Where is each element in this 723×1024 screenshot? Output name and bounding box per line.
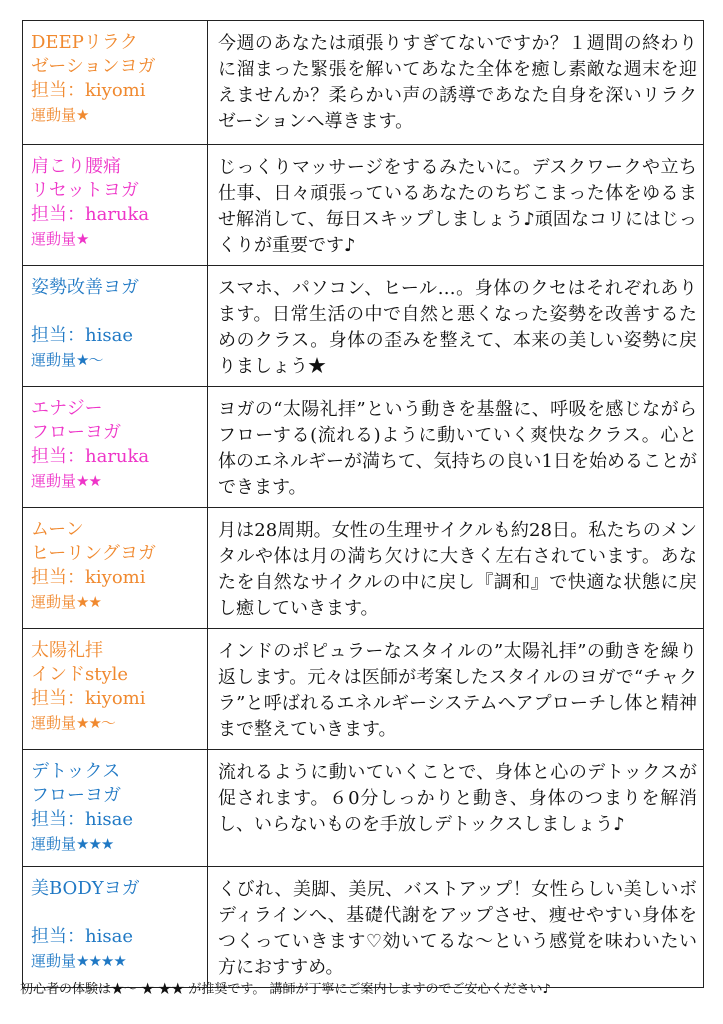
class-info [31,155,201,255]
class-instructor: 担当：kiyomi [31,80,146,101]
activity-label: 運動量 [31,472,77,490]
activity-label: 運動量 [31,230,77,248]
class-name-cell [23,629,208,750]
class-description: 月は28周期。女性の生理サイクルも約28日。私たちのメンタルや体は月の満ち欠けに大きく左右されています。あなたを自然なサイクルの中に戻し『調和』で快適な状態に戻し癒していきます。 [208,508,704,629]
class-instructor: 担当：kiyomi [31,688,146,709]
class-title: フローヨガ [31,422,121,443]
class-description: 今週のあなたは頑張りすぎてないですか？１週間の終わりに溜まった緊張を解いてあなた全体を癒し素敵な週末を迎えませんか？柔らかい声の誘導であなた自身を深いリラクゼーションへ導きます。 [208,21,704,145]
class-row [23,629,704,750]
class-instructor: 担当：hisae [31,926,133,947]
class-info [31,639,201,739]
class-row [23,266,704,387]
class-title: ムーン [31,519,84,540]
class-instructor: 担当：kiyomi [31,567,146,588]
activity-label: 運動量 [31,351,77,369]
class-activity-level [31,590,201,614]
class-name-cell [23,750,208,867]
class-name-cell [23,867,208,988]
class-activity-level [31,832,201,856]
class-title: 肩こり腰痛 [31,156,121,177]
activity-label: 運動量 [31,106,77,124]
class-description: インドのポピュラーなスタイルの”太陽礼拝”の動きを繰り返します。元々は医師が考案したスタイルのヨガで“チャクラ”と呼ばれるエネルギーシステムへアプローチし体と精神まで整えていきます。 [208,629,704,750]
class-info [31,760,201,860]
class-title: ヒーリングヨガ [31,543,156,564]
class-title: インドstyle [31,664,129,685]
activity-stars: ★★★ [76,835,114,853]
class-description: くびれ、美脚、美尻、バストアップ！女性らしい美しいボディラインへ、基礎代謝をアップさせ、痩せやすい身体をつくっていきます♡効いてるな〜という感覚を味わいたい方におすすめ。 [208,867,704,988]
class-activity-level [31,711,201,735]
class-title: ゼーションヨガ [31,56,156,77]
activity-stars: ★ [76,230,89,248]
class-activity-level [31,469,201,493]
class-activity-level [31,949,201,973]
class-info [31,276,201,376]
activity-label: 運動量 [31,835,77,853]
class-name-cell [23,21,208,145]
class-title: 美BODYヨガ [31,878,140,899]
class-name-cell [23,145,208,266]
activity-stars: ★ [76,106,89,124]
class-description: じっくりマッサージをするみたいに。デスクワークや立ち仕事、日々頑張っているあなたのちぢこまった体をゆるませ解消して、毎日スキップしましょう♪頑固なコリにはじっくりが重要です♪ [208,145,704,266]
class-info [31,397,201,497]
title-spacer [31,901,201,925]
class-description: 流れるように動いていくことで、身体と心のデトックスが促されます。６0分しっかりと動き、身体のつまりを解消し、いらないものを手放しデトックスしましょう♪ [208,750,704,867]
activity-stars: ★〜 [76,351,103,369]
activity-stars: ★★ [76,593,101,611]
class-title: リセットヨガ [31,180,139,201]
class-instructor: 担当：hisae [31,325,133,346]
activity-stars: ★★ [76,472,101,490]
class-activity-level [31,227,201,251]
yoga-class-table [22,20,704,988]
class-row [23,750,704,867]
activity-stars: ★★〜 [76,714,115,732]
class-title: フローヨガ [31,785,121,806]
activity-label: 運動量 [31,593,77,611]
class-info [31,877,201,977]
class-title: エナジー [31,398,103,419]
activity-label: 運動量 [31,714,77,732]
class-rows [23,21,704,988]
class-instructor: 担当：hisae [31,809,133,830]
class-info [31,518,201,618]
class-activity-level [31,348,201,372]
class-name-cell [23,266,208,387]
class-instructor: 担当：haruka [31,204,150,225]
class-description: ヨガの“太陽礼拝”という動きを基盤に、呼吸を感じながらフローする(流れる)ように動いていく爽快なクラス。心と体のエネルギーが満ちて、気持ちの良い1日を始めることができます。 [208,387,704,508]
class-activity-level [31,103,201,127]
title-spacer [31,300,201,324]
class-row [23,508,704,629]
class-title: 太陽礼拝 [31,640,103,661]
class-name-cell [23,508,208,629]
class-info [31,31,201,131]
class-name-cell [23,387,208,508]
class-title: 姿勢改善ヨガ [31,277,139,298]
class-instructor: 担当：haruka [31,446,150,467]
class-row [23,387,704,508]
activity-stars: ★★★★ [76,952,126,970]
class-row [23,145,704,266]
activity-label: 運動量 [31,952,77,970]
class-row [23,21,704,145]
class-row [23,867,704,988]
class-title: デトックス [31,761,121,782]
class-title: DEEPリラク [31,32,138,53]
beginner-footnote: 初心者の体験は★〜 ★ ★★ が推奨です。 講師が丁寧にご案内しますのでご安心ください♪ [20,982,551,997]
class-description: スマホ、パソコン、ヒール…。身体のクセはそれぞれあります。日常生活の中で自然と悪くなった姿勢を改善するためのクラス。身体の歪みを整えて、本来の美しい姿勢に戻りましょう★ [208,266,704,387]
